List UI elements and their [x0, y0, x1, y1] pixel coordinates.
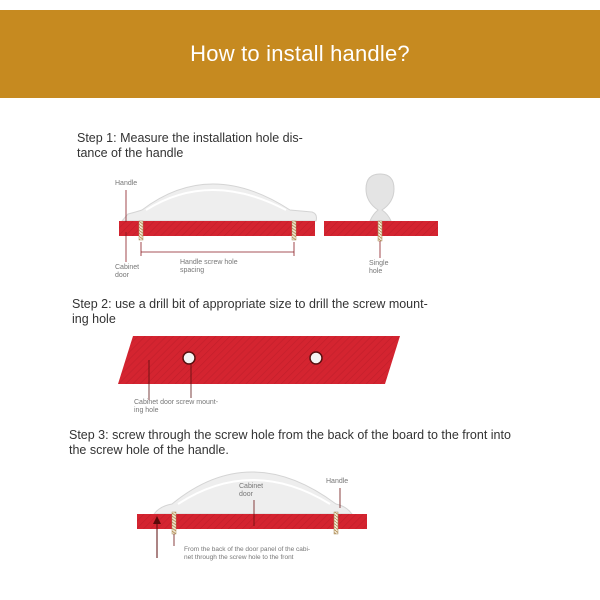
step3-cabinet-label-l1: Cabinet: [239, 483, 264, 490]
step1-single-screw: [378, 221, 382, 241]
step3-line1: Step 3: screw through the screw hole from the back of the board to the front into: [69, 428, 511, 442]
knob-icon: [366, 174, 394, 221]
step1-diagram: [119, 184, 317, 262]
step2-board: [118, 336, 400, 384]
step2-mount-label-l2: ing hole: [134, 407, 159, 414]
step2-hole-left-icon: [183, 352, 195, 364]
step3-screw-right: [334, 512, 338, 534]
step2-mount-hole-label: [134, 399, 218, 415]
step1-single-label-l1: Single: [369, 260, 389, 267]
step2-line1: Step 2: use a drill bit of appropriate size to drill the screw mount-: [72, 297, 428, 311]
step3-cabinet-label-l2: door: [239, 491, 254, 498]
step1-cabinet-label-l2: door: [115, 272, 130, 279]
step1-single-hole-label: [369, 260, 388, 276]
step3-back-label-l1: From the back of the door panel of the cabi-: [184, 546, 311, 553]
step1-cabinet-label-l1: Cabinet: [115, 264, 140, 271]
page-title: How to install handle?: [190, 41, 410, 66]
step2-hole-right-icon: [310, 352, 322, 364]
step1-spacing-label-l2: spacing: [180, 267, 205, 274]
step1-screw-left: [139, 221, 143, 240]
step1-single-hole-diagram: [324, 174, 438, 258]
step3-back-label-l2: net through the screw hole to the front: [184, 554, 294, 561]
step1-cabinet-label: [115, 264, 139, 280]
step1-board: [119, 221, 315, 236]
step3-line2: the screw hole of the handle.: [69, 443, 229, 457]
step3-screw-left: [172, 512, 176, 534]
step3-cabinet-label: [239, 483, 263, 499]
step1-handle-label: Handle: [115, 180, 138, 187]
step3-back-label: [184, 546, 310, 562]
step2-line2: ing hole: [72, 312, 116, 326]
step1-line2: tance of the handle: [77, 146, 184, 160]
step3-handle-label: Handle: [326, 478, 349, 485]
step3-board: [137, 514, 367, 529]
step2-mount-label-l1: Cabinet door screw mount-: [134, 399, 219, 406]
step1-line1: Step 1: Measure the installation hole dis-: [77, 131, 303, 145]
step2-diagram: [118, 336, 400, 400]
step1-spacing-label-l1: Handle screw hole: [180, 259, 238, 266]
step1-spacing-label: [180, 259, 238, 275]
step1-screw-right: [292, 221, 296, 240]
step1-single-label-l2: hole: [369, 268, 383, 275]
